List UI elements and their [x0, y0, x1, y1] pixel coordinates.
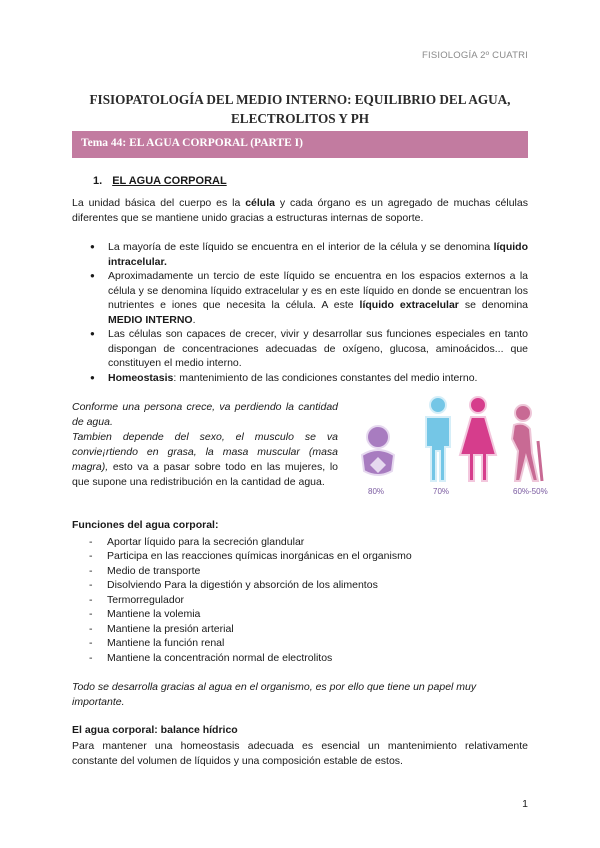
elderly-icon [512, 405, 542, 481]
bullet-2-end: . [192, 313, 196, 326]
conclusion-text: Todo se desarrolla gracias al agua en el organismo, es por ello que tiene un papel muy importante. [72, 681, 477, 708]
bullet-4-text: : mantenimiento de las condiciones constantes del medio interno. [173, 372, 478, 384]
section-heading [93, 175, 227, 187]
section-title: EL AGUA CORPORAL [112, 175, 227, 187]
bullet-dot: ● [90, 242, 95, 251]
bullet-2-text-b: se denomina [458, 299, 529, 312]
header-course: FISIOLOGÍA 2º CUATRI [421, 50, 528, 61]
section-number: 1. [93, 175, 103, 187]
intro-paragraph [72, 196, 528, 226]
intro-text-c: y cada órgano es un agregado de muchas células diferentes que se mantiene unido gracias a estructuras internas de soporte. [72, 197, 528, 224]
bullet-dot: ● [90, 329, 95, 338]
woman-icon [460, 397, 496, 481]
topic-banner [72, 131, 528, 158]
bullet-1-text: La mayoría de este líquido se encuentra en el interior de la célula y se denomina [108, 241, 494, 253]
baby-percentage: 80% [368, 487, 385, 496]
intro-text-a: La unidad básica del cuerpo es la [72, 197, 246, 209]
bullet-2-bold: líquido extracelular [359, 299, 459, 312]
bullet-1-bold: líquido intracelular. [108, 241, 528, 268]
elderly-percentage: 60%-50% [513, 487, 548, 496]
bullet-2-text: Aproximadamente un tercio de este líquido se encuentra en los espacios externos a la célula y se denomina líquido extracelular y es en este líquido en donde se encuentran los nutrientes e iones que necesita la célula. A este [108, 270, 528, 312]
side-note-p1: Conforme una persona crece, va perdiendo la cantidad de agua. [72, 401, 338, 428]
bullet-3-text: Las células son capaces de crecer, vivir y desarrollar sus funciones especiales en tanto dispongan de concentraciones adecuadas de oxígeno, glucosa, aminoácidos... que constituyen el medio interno. [108, 328, 528, 370]
intro-text-cell: célula [245, 197, 275, 209]
man-icon [426, 397, 450, 481]
adult-percentage: 70% [433, 487, 450, 496]
functions-title: Funciones del agua corporal: [72, 519, 219, 531]
page-number: 1 [522, 798, 528, 810]
bullet-4-bold: Homeostasis [108, 372, 174, 384]
bullet-dot: ● [90, 271, 95, 280]
title-line-2: ELECTROLITOS Y PH [230, 111, 370, 126]
bullet-2-medio-interno: MEDIO INTERNO [108, 313, 193, 326]
baby-icon [362, 426, 394, 475]
topic-banner-text: Tema 44: EL AGUA CORPORAL (PARTE I) [81, 137, 303, 149]
balance-title: El agua corporal: balance hídrico [72, 724, 238, 736]
title-line-1: FISIOPATOLOGÍA DEL MEDIO INTERNO: EQUILIBRIO DEL AGUA, [89, 92, 511, 107]
side-note [72, 400, 338, 490]
balance-paragraph: Para mantener una homeostasis adecuada es esencial un mantenimiento relativamente constante del volumen de líquidos y una composición estable de estos. [72, 740, 528, 767]
document-title [72, 90, 528, 128]
side-note-p2a: Tambien depende del sexo, el musculo se va convie¡rtiendo en grasa, la masa muscular (masa magra), [72, 431, 338, 473]
water-by-age-figure [348, 395, 548, 485]
bullet-dot: ● [90, 373, 95, 382]
side-note-p2b: esto va a pasar sobre todo en las mujeres, lo que supone una redistribución en la cantidad de agua. [72, 461, 339, 488]
